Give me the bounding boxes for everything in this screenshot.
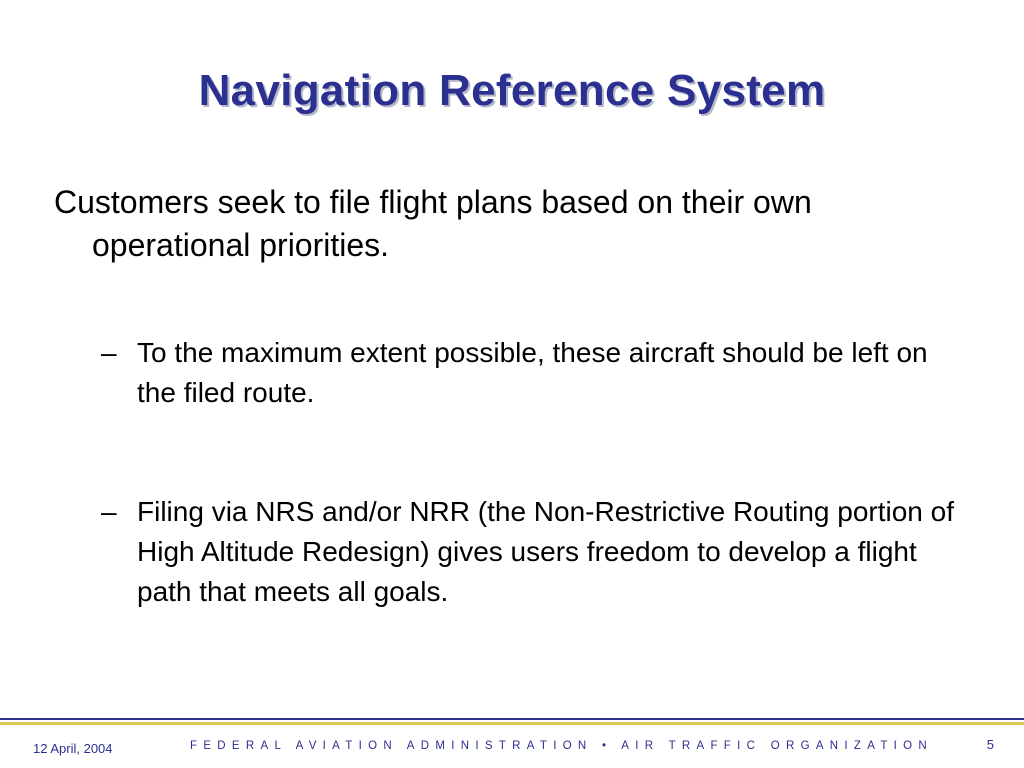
page-number: 5	[986, 737, 994, 752]
footer-organization: FEDERAL AVIATION ADMINISTRATION • AIR TRAFFIC ORGANIZATION	[190, 740, 934, 752]
footer-divider-blue	[0, 718, 1024, 720]
dash-bullet: –	[101, 496, 117, 527]
sub-point-2	[101, 492, 971, 612]
main-point: Customers seek to file flight plans based on their own operational priorities.	[54, 184, 812, 263]
sub-point-1	[101, 333, 971, 413]
footer-date: 12 April, 2004	[33, 741, 113, 756]
footer-divider-gold	[0, 722, 1024, 725]
sub-point-text: To the maximum extent possible, these aircraft should be left on the filed route.	[137, 337, 928, 408]
slide-title: Navigation Reference System	[198, 66, 826, 115]
sub-point-text: Filing via NRS and/or NRR (the Non-Restrictive Routing portion of High Altitude Redesign) gives users freedom to develop a flight path that meets all goals.	[137, 496, 954, 607]
dash-bullet: –	[101, 337, 117, 368]
